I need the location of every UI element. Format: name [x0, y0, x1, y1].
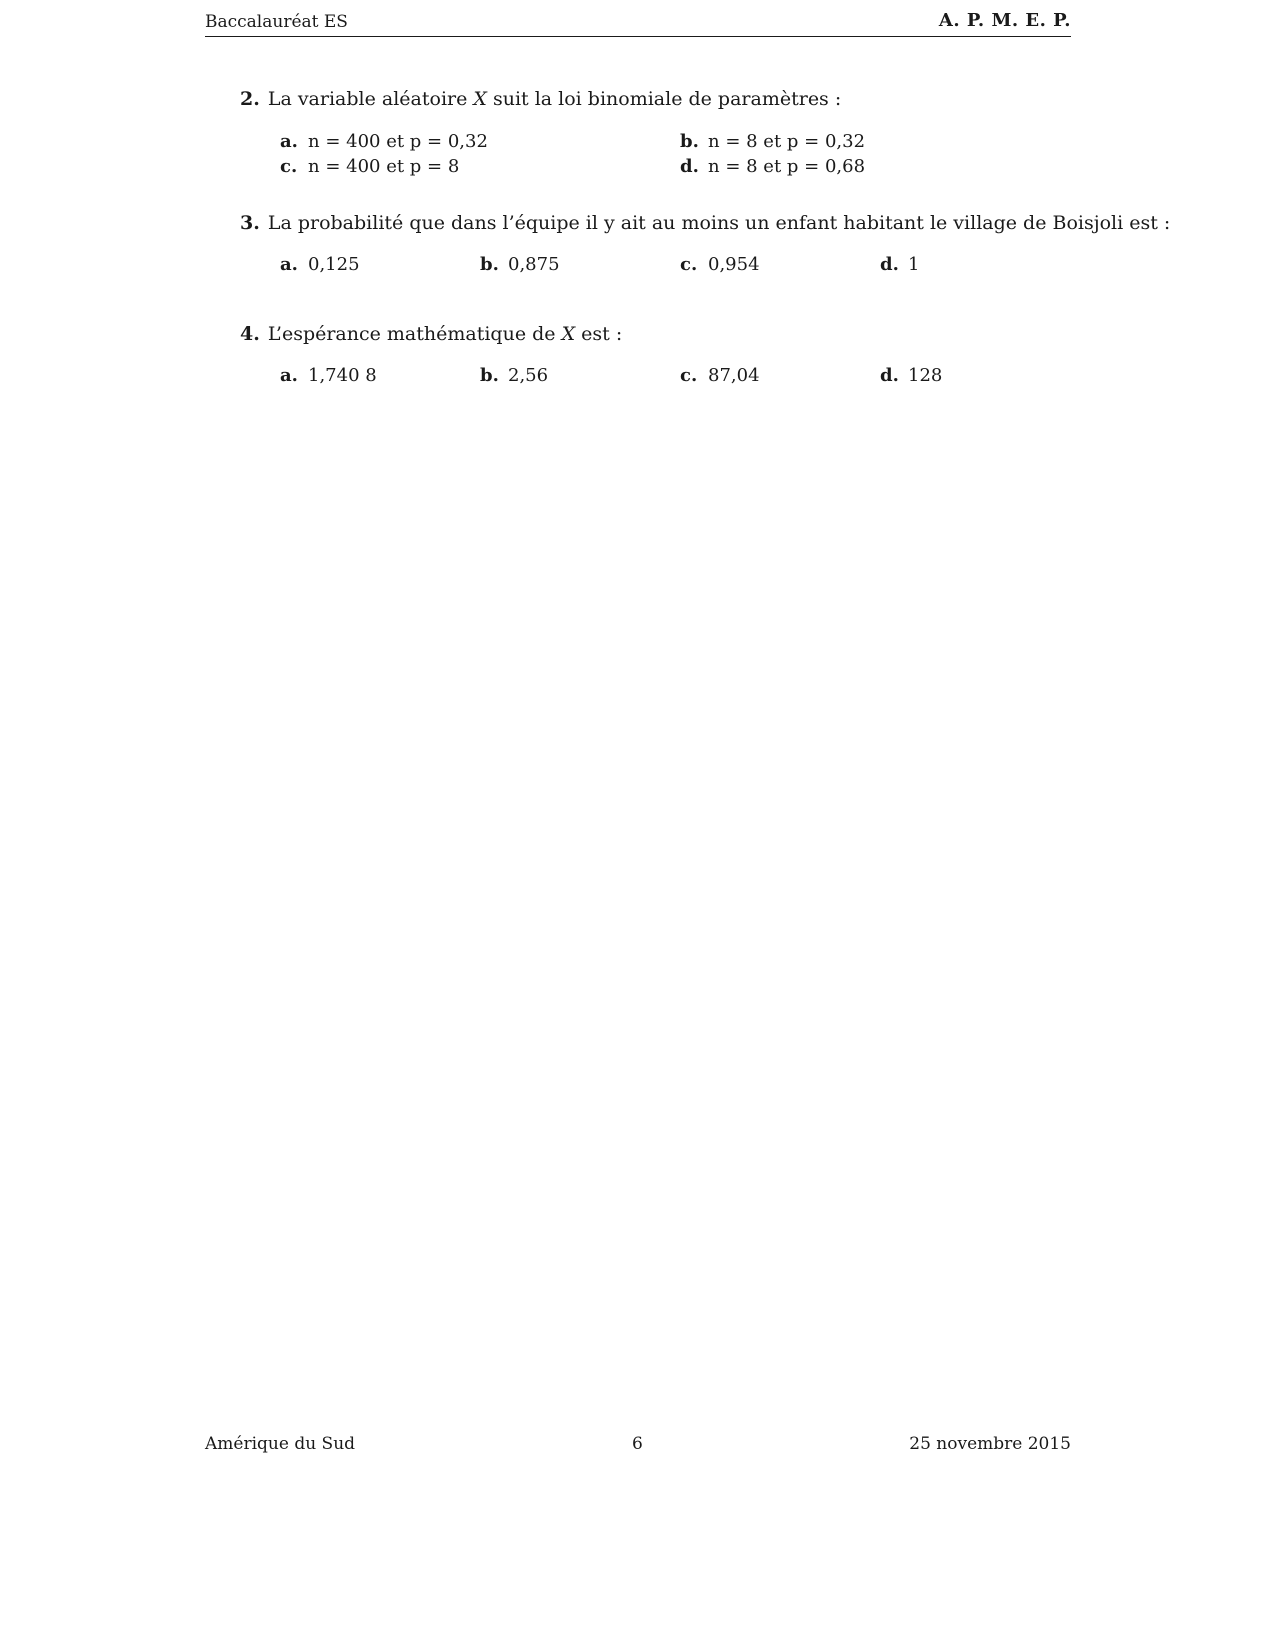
- choice-label: b.: [480, 365, 499, 386]
- header-org: A. P. M. E. P.: [938, 10, 1071, 31]
- choice-label: c.: [280, 156, 298, 177]
- choice-value: n = 400 et p = 8: [308, 156, 460, 177]
- choice-value: 1: [908, 254, 920, 275]
- question-text-before: L’espérance mathématique de: [267, 323, 562, 345]
- choice-3d: [880, 254, 919, 275]
- choice-2b: [680, 131, 865, 152]
- choice-label: d.: [680, 156, 699, 177]
- choice-value: 1,740 8: [308, 365, 377, 386]
- choice-value: n = 8 et p = 0,32: [708, 131, 866, 152]
- question-2: [240, 88, 841, 110]
- choice-value: n = 8 et p = 0,68: [708, 156, 866, 177]
- choice-2d: [680, 156, 865, 177]
- choice-value: n = 400 et p = 0,32: [308, 131, 488, 152]
- choice-4b: [480, 365, 548, 386]
- choice-label: a.: [280, 131, 298, 152]
- choice-4c: [680, 365, 760, 386]
- question-text-after: est :: [575, 323, 623, 345]
- question-3: [240, 212, 1170, 234]
- question-variable: X: [473, 88, 487, 110]
- question-number: 3.: [240, 212, 260, 234]
- footer-date: 25 novembre 2015: [909, 1434, 1071, 1454]
- header-title: Baccalauréat ES: [205, 12, 348, 32]
- page-header: [205, 10, 1071, 37]
- question-text: La probabilité que dans l’équipe il y ait au moins un enfant habitant le village de Boisjoli est :: [267, 212, 1171, 234]
- question-number: 4.: [240, 323, 260, 345]
- question-number: 2.: [240, 88, 260, 110]
- choice-value: 0,125: [308, 254, 360, 275]
- choice-3c: [680, 254, 760, 275]
- choice-label: b.: [480, 254, 499, 275]
- choice-2c: [280, 156, 459, 177]
- choice-value: 128: [908, 365, 943, 386]
- choice-label: d.: [880, 254, 899, 275]
- choice-4d: [880, 365, 942, 386]
- question-text-before: La variable aléatoire: [267, 88, 474, 110]
- choice-label: b.: [680, 131, 699, 152]
- choice-3a: [280, 254, 360, 275]
- choice-label: c.: [680, 365, 698, 386]
- question-text-after: suit la loi binomiale de paramètres :: [486, 88, 842, 110]
- footer-location: Amérique du Sud: [205, 1434, 356, 1454]
- choice-label: c.: [680, 254, 698, 275]
- choice-2a: [280, 131, 488, 152]
- choice-value: 0,875: [508, 254, 560, 275]
- choice-value: 87,04: [708, 365, 760, 386]
- choice-label: a.: [280, 365, 298, 386]
- choice-value: 2,56: [508, 365, 549, 386]
- question-4: [240, 323, 622, 345]
- choice-label: d.: [880, 365, 899, 386]
- question-variable: X: [561, 323, 576, 345]
- choice-4a: [280, 365, 377, 386]
- choice-value: 0,954: [708, 254, 760, 275]
- choice-label: a.: [280, 254, 298, 275]
- page-number: 6: [632, 1434, 643, 1454]
- choice-3b: [480, 254, 560, 275]
